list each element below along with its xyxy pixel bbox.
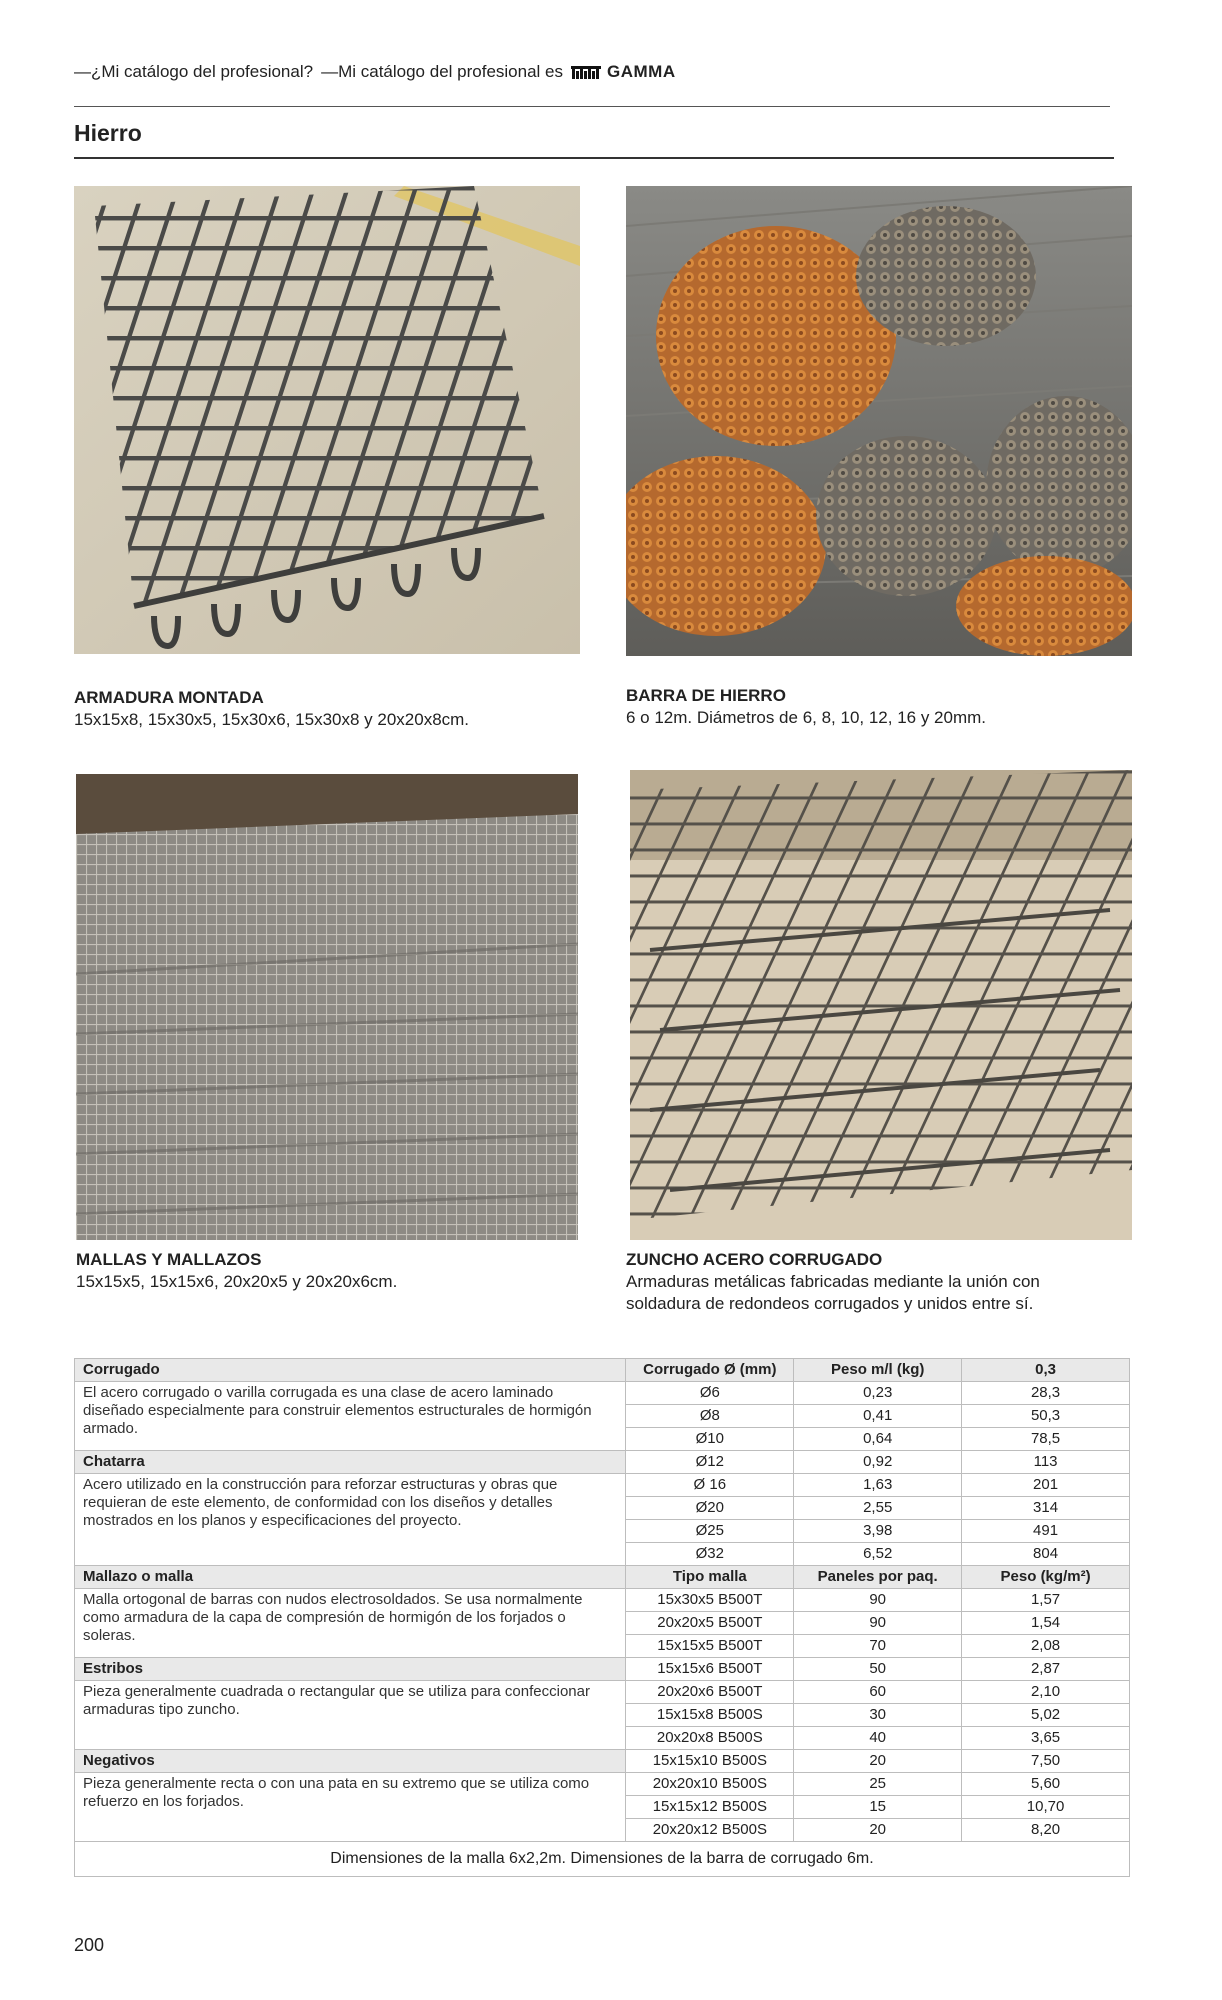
gamma-logo-icon xyxy=(571,65,601,79)
col-header: Tipo malla xyxy=(626,1566,794,1589)
table-cell: 60 xyxy=(794,1681,962,1704)
table-cell: 15 xyxy=(794,1796,962,1819)
section-title-chatarra: Chatarra xyxy=(75,1451,626,1474)
table-cell: 20x20x12 B500S xyxy=(626,1819,794,1842)
table-cell: Ø6 xyxy=(626,1382,794,1405)
tagline-answer: —Mi catálogo del profesional es xyxy=(321,62,563,81)
table-cell: Ø10 xyxy=(626,1428,794,1451)
table-row xyxy=(75,1773,1130,1796)
table-cell: Ø12 xyxy=(626,1451,794,1474)
table-cell: Ø 16 xyxy=(626,1474,794,1497)
table-row xyxy=(75,1474,1130,1497)
header-tagline xyxy=(74,62,676,82)
table-cell: 1,57 xyxy=(962,1589,1130,1612)
table-cell: 15x15x5 B500T xyxy=(626,1635,794,1658)
table-row xyxy=(75,1359,1130,1382)
table-cell: 15x30x5 B500T xyxy=(626,1589,794,1612)
page-title: Hierro xyxy=(74,120,142,146)
table-cell: 40 xyxy=(794,1727,962,1750)
table-cell: 0,41 xyxy=(794,1405,962,1428)
table-cell: 8,20 xyxy=(962,1819,1130,1842)
table-cell: 201 xyxy=(962,1474,1130,1497)
table-row xyxy=(75,1750,1130,1773)
section-title-mallazo: Mallazo o malla xyxy=(75,1566,626,1589)
table-cell: 804 xyxy=(962,1543,1130,1566)
table-cell: 113 xyxy=(962,1451,1130,1474)
table-cell: 90 xyxy=(794,1589,962,1612)
product-desc-zuncho-1: Armaduras metálicas fabricadas mediante la unión con xyxy=(626,1272,1040,1291)
product-title-barra: BARRA DE HIERRO xyxy=(626,686,786,705)
table-row xyxy=(75,1658,1130,1681)
col-header: Paneles por paq. xyxy=(794,1566,962,1589)
table-cell: Ø25 xyxy=(626,1520,794,1543)
table-cell: 20 xyxy=(794,1750,962,1773)
table-cell: 20x20x10 B500S xyxy=(626,1773,794,1796)
table-footnote: Dimensiones de la malla 6x2,2m. Dimensiones de la barra de corrugado 6m. xyxy=(75,1842,1130,1877)
table-cell: 20x20x8 B500S xyxy=(626,1727,794,1750)
table-cell: 3,65 xyxy=(962,1727,1130,1750)
table-cell: 15x15x10 B500S xyxy=(626,1750,794,1773)
table-cell: 30 xyxy=(794,1704,962,1727)
table-row xyxy=(75,1681,1130,1704)
product-desc-barra: 6 o 12m. Diámetros de 6, 8, 10, 12, 16 y 20mm. xyxy=(626,708,987,727)
section-desc-corrugado: El acero corrugado o varilla corrugada es una clase de acero laminado diseñado especialmente para construir elementos estructurales de hormigón armado. xyxy=(75,1382,626,1451)
table-footer-row xyxy=(75,1842,1130,1877)
table-cell: 2,55 xyxy=(794,1497,962,1520)
zuncho-photo xyxy=(630,770,1132,1240)
table-cell: 0,64 xyxy=(794,1428,962,1451)
table-cell: 50 xyxy=(794,1658,962,1681)
section-desc-estribos: Pieza generalmente cuadrada o rectangular que se utiliza para confeccionar armaduras tipo zuncho. xyxy=(75,1681,626,1750)
table-cell: 15x15x8 B500S xyxy=(626,1704,794,1727)
table-row xyxy=(75,1589,1130,1612)
brand-name: GAMMA xyxy=(607,62,676,81)
armadura-montada-photo xyxy=(74,186,580,654)
table-cell: 5,02 xyxy=(962,1704,1130,1727)
table-cell: 2,10 xyxy=(962,1681,1130,1704)
table-cell: Ø20 xyxy=(626,1497,794,1520)
table-row xyxy=(75,1451,1130,1474)
table-cell: 15x15x12 B500S xyxy=(626,1796,794,1819)
table-cell: 5,60 xyxy=(962,1773,1130,1796)
table-cell: 90 xyxy=(794,1612,962,1635)
table-cell: 7,50 xyxy=(962,1750,1130,1773)
table-cell: 0,23 xyxy=(794,1382,962,1405)
table-cell: 2,08 xyxy=(962,1635,1130,1658)
spec-table xyxy=(74,1358,1130,1877)
table-cell: Ø32 xyxy=(626,1543,794,1566)
col-header: 0,3 xyxy=(962,1359,1130,1382)
table-cell: 10,70 xyxy=(962,1796,1130,1819)
table-cell: 1,63 xyxy=(794,1474,962,1497)
table-cell: 50,3 xyxy=(962,1405,1130,1428)
section-title-estribos: Estribos xyxy=(75,1658,626,1681)
table-row xyxy=(75,1566,1130,1589)
brand-logo xyxy=(571,62,676,82)
table-cell: 0,92 xyxy=(794,1451,962,1474)
table-cell: 3,98 xyxy=(794,1520,962,1543)
table-cell: 20x20x6 B500T xyxy=(626,1681,794,1704)
table-cell: 28,3 xyxy=(962,1382,1130,1405)
col-header: Peso (kg/m²) xyxy=(962,1566,1130,1589)
col-header: Corrugado Ø (mm) xyxy=(626,1359,794,1382)
title-divider xyxy=(74,157,1114,159)
table-cell: 20 xyxy=(794,1819,962,1842)
product-title-zuncho: ZUNCHO ACERO CORRUGADO xyxy=(626,1250,883,1269)
table-row xyxy=(75,1382,1130,1405)
table-cell: 20x20x5 B500T xyxy=(626,1612,794,1635)
table-cell: 1,54 xyxy=(962,1612,1130,1635)
table-cell: 491 xyxy=(962,1520,1130,1543)
table-cell: 15x15x6 B500T xyxy=(626,1658,794,1681)
barra-hierro-photo xyxy=(626,186,1132,656)
section-desc-mallazo: Malla ortogonal de barras con nudos electrosoldados. Se usa normalmente como armadura de la capa de compresión de hormigón de los forjados o soleras. xyxy=(75,1589,626,1658)
product-desc-mallas: 15x15x5, 15x15x6, 20x20x5 y 20x20x6cm. xyxy=(76,1272,398,1291)
header-divider xyxy=(74,106,1110,107)
table-cell: Ø8 xyxy=(626,1405,794,1428)
table-cell: 70 xyxy=(794,1635,962,1658)
section-desc-chatarra: Acero utilizado en la construcción para reforzar estructuras y obras que requieran de este elemento, de conformidad con los diseños y detalles mostrados en los planos y especificaciones del proyecto. xyxy=(75,1474,626,1566)
section-title-corrugado: Corrugado xyxy=(75,1359,626,1382)
table-cell: 314 xyxy=(962,1497,1130,1520)
product-desc-zuncho-2: soldadura de redondeos corrugados y unidos entre sí. xyxy=(626,1294,1034,1313)
table-cell: 25 xyxy=(794,1773,962,1796)
tagline-question: —¿Mi catálogo del profesional? xyxy=(74,62,314,81)
table-cell: 6,52 xyxy=(794,1543,962,1566)
product-title-armadura: ARMADURA MONTADA xyxy=(74,688,264,707)
section-desc-negativos: Pieza generalmente recta o con una pata en su extremo que se utiliza como refuerzo en los forjados. xyxy=(75,1773,626,1842)
page-number: 200 xyxy=(74,1935,105,1955)
product-title-mallas: MALLAS Y MALLAZOS xyxy=(76,1250,262,1269)
table-cell: 2,87 xyxy=(962,1658,1130,1681)
mallas-mallazos-photo xyxy=(76,774,578,1240)
col-header: Peso m/l (kg) xyxy=(794,1359,962,1382)
product-desc-armadura: 15x15x8, 15x30x5, 15x30x6, 15x30x8 y 20x20x8cm. xyxy=(74,710,470,729)
section-title-negativos: Negativos xyxy=(75,1750,626,1773)
table-cell: 78,5 xyxy=(962,1428,1130,1451)
